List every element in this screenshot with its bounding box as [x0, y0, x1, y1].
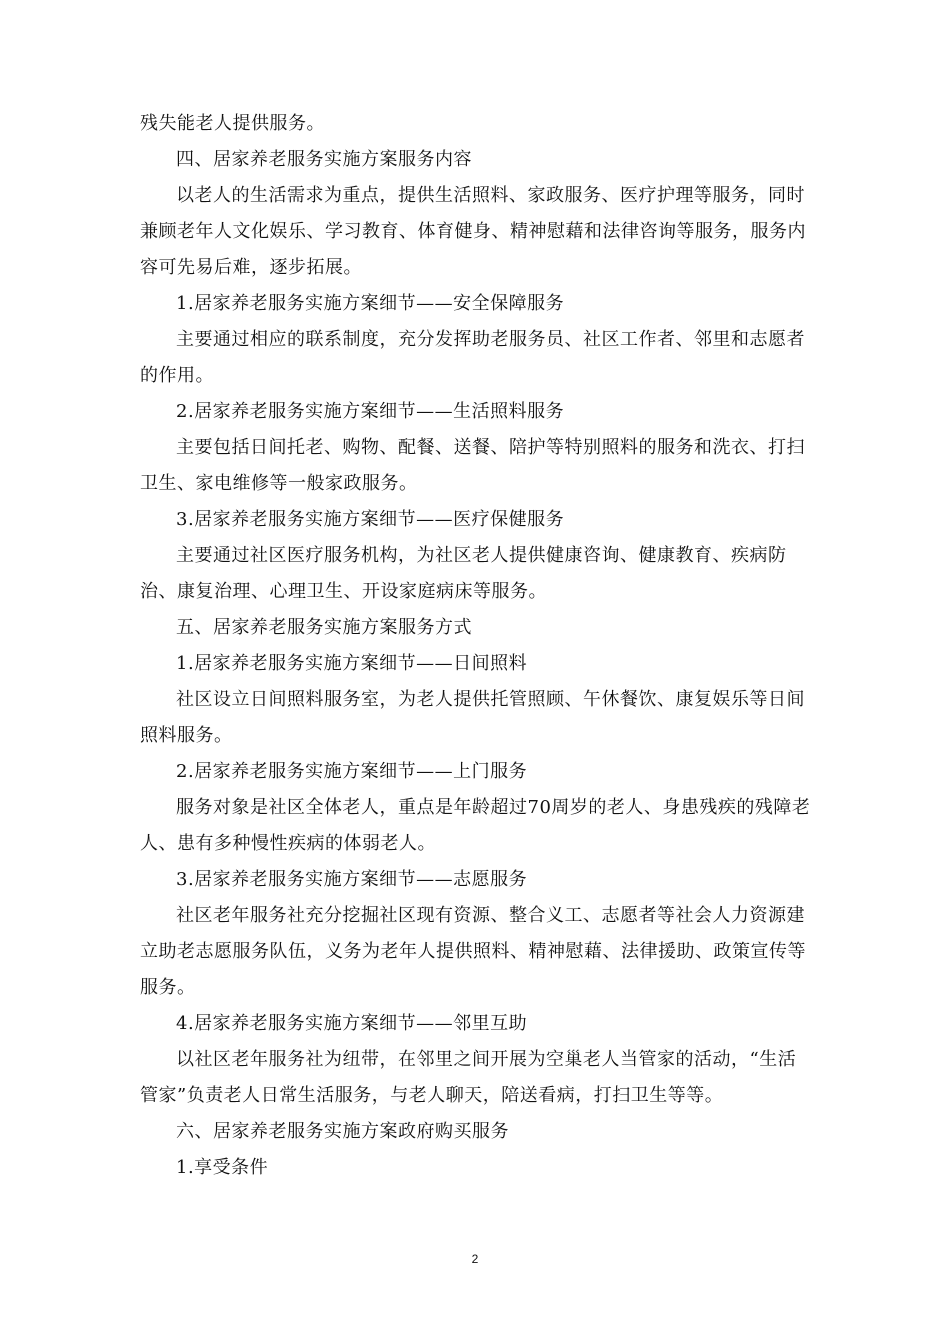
subsection-heading: 3.居家养老服务实施方案细节——志愿服务 — [176, 869, 528, 890]
section-heading: 五、居家养老服务实施方案服务方式 — [176, 617, 472, 638]
paragraph: 残失能老人提供服务。 — [140, 113, 325, 134]
paragraph: 主要包括日间托老、购物、配餐、送餐、陪护等特别照料的服务和洗衣、打扫卫生、家电维修等一般家政服务。 — [140, 437, 805, 494]
paragraph: 社区设立日间照料服务室，为老人提供托管照顾、午休餐饮、康复娱乐等日间照料服务。 — [140, 689, 805, 746]
paragraph: 主要通过相应的联系制度，充分发挥助老服务员、社区工作者、邻里和志愿者的作用。 — [140, 329, 805, 386]
subsection-heading: 1.居家养老服务实施方案细节——安全保障服务 — [176, 293, 565, 314]
paragraph: 以老人的生活需求为重点，提供生活照料、家政服务、医疗护理等服务，同时兼顾老年人文化娱乐、学习教育、体育健身、精神慰藉和法律咨询等服务，服务内容可先易后难，逐步拓展。 — [140, 185, 806, 278]
paragraph: 服务对象是社区全体老人，重点是年龄超过70周岁的老人、身患残疾的残障老人、患有多种慢性疾病的体弱老人。 — [140, 797, 811, 854]
subsection-heading: 1.居家养老服务实施方案细节——日间照料 — [176, 653, 528, 674]
paragraph: 社区老年服务社充分挖掘社区现有资源、整合义工、志愿者等社会人力资源建立助老志愿服务队伍，义务为老年人提供照料、精神慰藉、法律援助、政策宣传等服务。 — [140, 905, 806, 998]
paragraph: 以社区老年服务社为纽带，在邻里之间开展为空巢老人当管家的活动，“生活管家”负责老人日常生活服务，与老人聊天，陪送看病，打扫卫生等等。 — [140, 1049, 797, 1106]
subsection-heading: 2.居家养老服务实施方案细节——上门服务 — [176, 761, 528, 782]
subsection-heading: 3.居家养老服务实施方案细节——医疗保健服务 — [176, 509, 565, 530]
subsection-heading: 2.居家养老服务实施方案细节——生活照料服务 — [176, 401, 565, 422]
page-number: 2 — [471, 1252, 479, 1266]
subsection-heading: 1.享受条件 — [176, 1157, 269, 1178]
section-heading: 四、居家养老服务实施方案服务内容 — [176, 149, 472, 170]
paragraph: 主要通过社区医疗服务机构，为社区老人提供健康咨询、健康教育、疾病防治、康复治理、心理卫生、开设家庭病床等服务。 — [140, 545, 787, 602]
document-body — [140, 106, 812, 1186]
section-heading: 六、居家养老服务实施方案政府购买服务 — [176, 1121, 509, 1142]
subsection-heading: 4.居家养老服务实施方案细节——邻里互助 — [176, 1013, 528, 1034]
